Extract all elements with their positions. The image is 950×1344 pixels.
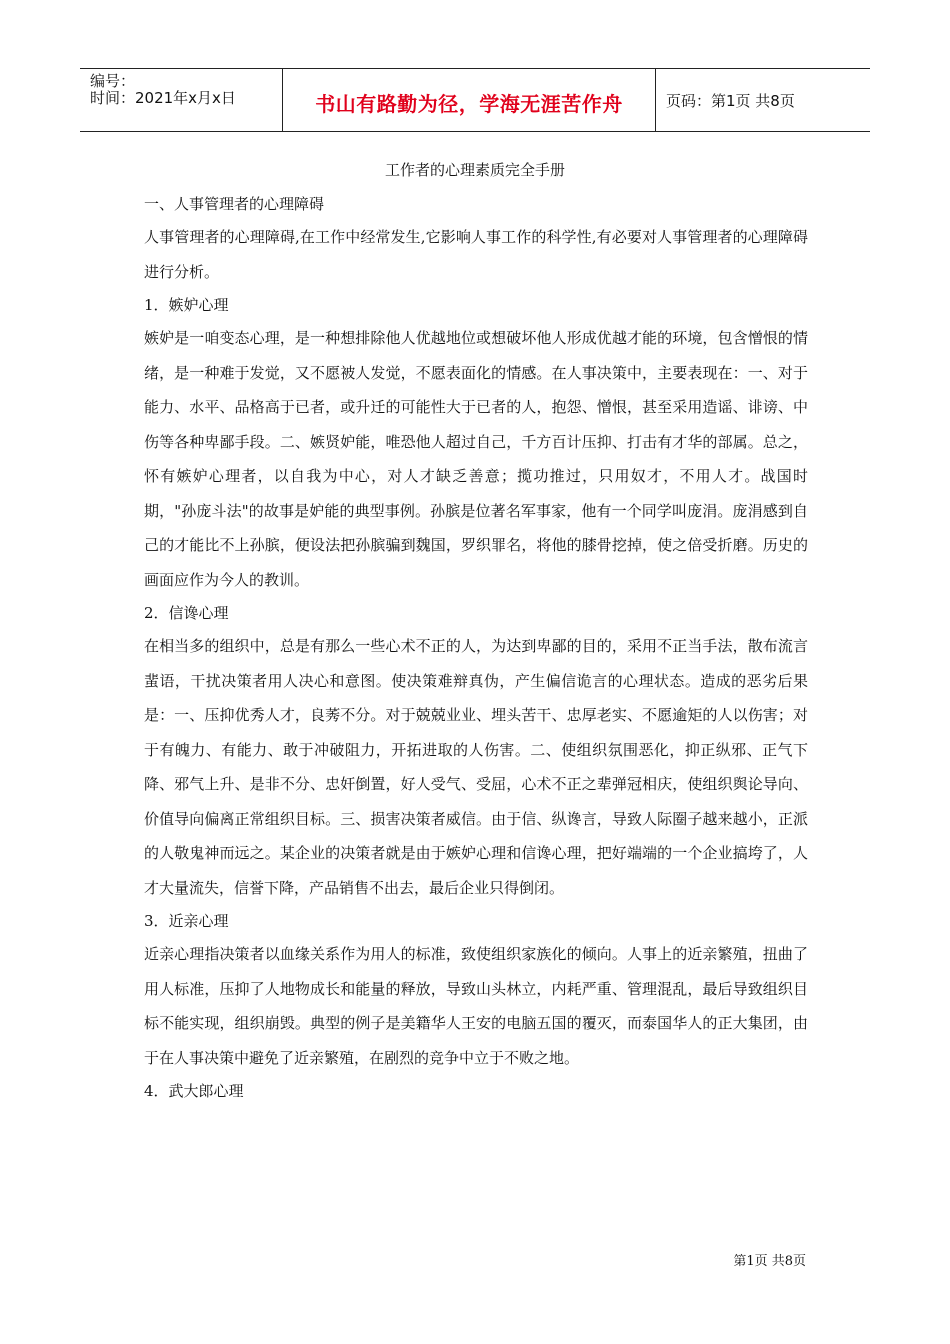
page-header [80, 68, 870, 132]
page-footer-number: 第1页 共8页 [733, 1254, 806, 1269]
header-page-number: 页码：第1页 共8页 [666, 92, 795, 110]
document-number-label: 编号： [90, 72, 136, 90]
item-heading-jealousy: 1．嫉妒心理 [144, 296, 229, 314]
item-body-nepotism: 近亲心理指决策者以血缘关系作为用人的标准，致使组织家族化的倾向。人事上的近亲繁殖，扭曲了用人标准，压抑了人地物成长和能量的释放，导致山头林立，内耗严重、管理混乱，最后导致组织目标不能实现，组织崩毁。典型的例子是美籍华人王安的电脑五国的覆灭，而泰国华人的正大集团，由于在人事决策中避免了近亲繁殖，在剧烈的竞争中立于不败之地。 [144, 945, 808, 1067]
document-date-label: 时间：2021年x月x日 [90, 89, 236, 107]
section-heading: 一、人事管理者的心理障碍 [144, 195, 325, 213]
item-heading-nepotism: 3．近亲心理 [144, 912, 229, 930]
header-page-cell [656, 69, 870, 131]
intro-paragraph: 人事管理者的心理障碍,在工作中经常发生,它影响人事工作的科学性,有必要对人事管理者的心理障碍进行分析。 [144, 228, 808, 281]
document-title: 工作者的心理素质完全手册 [384, 161, 565, 179]
item-heading-slander: 2．信谗心理 [144, 604, 229, 622]
header-motto-cell [283, 69, 656, 131]
item-heading-wudalang: 4．武大郎心理 [144, 1082, 244, 1100]
document-body [144, 188, 808, 1107]
header-motto: 书山有路勤为径，学海无涯苦作舟 [315, 92, 623, 116]
header-meta-cell [80, 69, 283, 131]
item-body-jealousy: 嫉妒是一咱变态心理，是一种想排除他人优越地位或想破坏他人形成优越才能的环境，包含憎恨的情绪，是一种难于发觉，又不愿被人发觉，不愿表面化的情感。在人事决策中，主要表现在：一、对于能力、水平、品格高于已者，或升迁的可能性大于已者的人，抱怨、憎恨，甚至采用造谣、诽谤、中伤等各种卑鄙手段。二、嫉贤妒能，唯恐他人超过自己，千方百计压抑、打击有才华的部属。总之，怀有嫉妒心理者，以自我为中心，对人才缺乏善意；揽功推过，只用奴才，不用人才。战国时期，"孙庞斗法"的故事是妒能的典型事例。孙膑是位著名军事家，他有一个同学叫庞涓。庞涓感到自己的才能比不上孙膑，便设法把孙膑骗到魏国，罗织罪名，将他的膝骨挖掉，使之倍受折磨。历史的画面应作为今人的教训。 [144, 329, 808, 589]
item-body-slander: 在相当多的组织中，总是有那么一些心术不正的人，为达到卑鄙的目的，采用不正当手法，散布流言蜚语，干扰决策者用人决心和意图。使决策难辩真伪，产生偏信诡言的心理状态。造成的恶劣后果是：一、压抑优秀人才，良莠不分。对于兢兢业业、埋头苦干、忠厚老实、不愿逾矩的人以伤害；对于有魄力、有能力、敢于冲破阻力，开拓进取的人伤害。二、使组织氛围恶化，抑正纵邪、正气下降、邪气上升、是非不分、忠奸倒置，好人受气、受屈，心术不正之辈弹冠相庆，使组织舆论导向、价值导向偏离正常组织目标。三、损害决策者威信。由于信、纵谗言，导致人际圈子越来越小，正派的人敬鬼神而远之。某企业的决策者就是由于嫉妒心理和信谗心理，把好端端的一个企业搞垮了，人才大量流失，信誉下降，产品销售不出去，最后企业只得倒闭。 [144, 637, 808, 897]
